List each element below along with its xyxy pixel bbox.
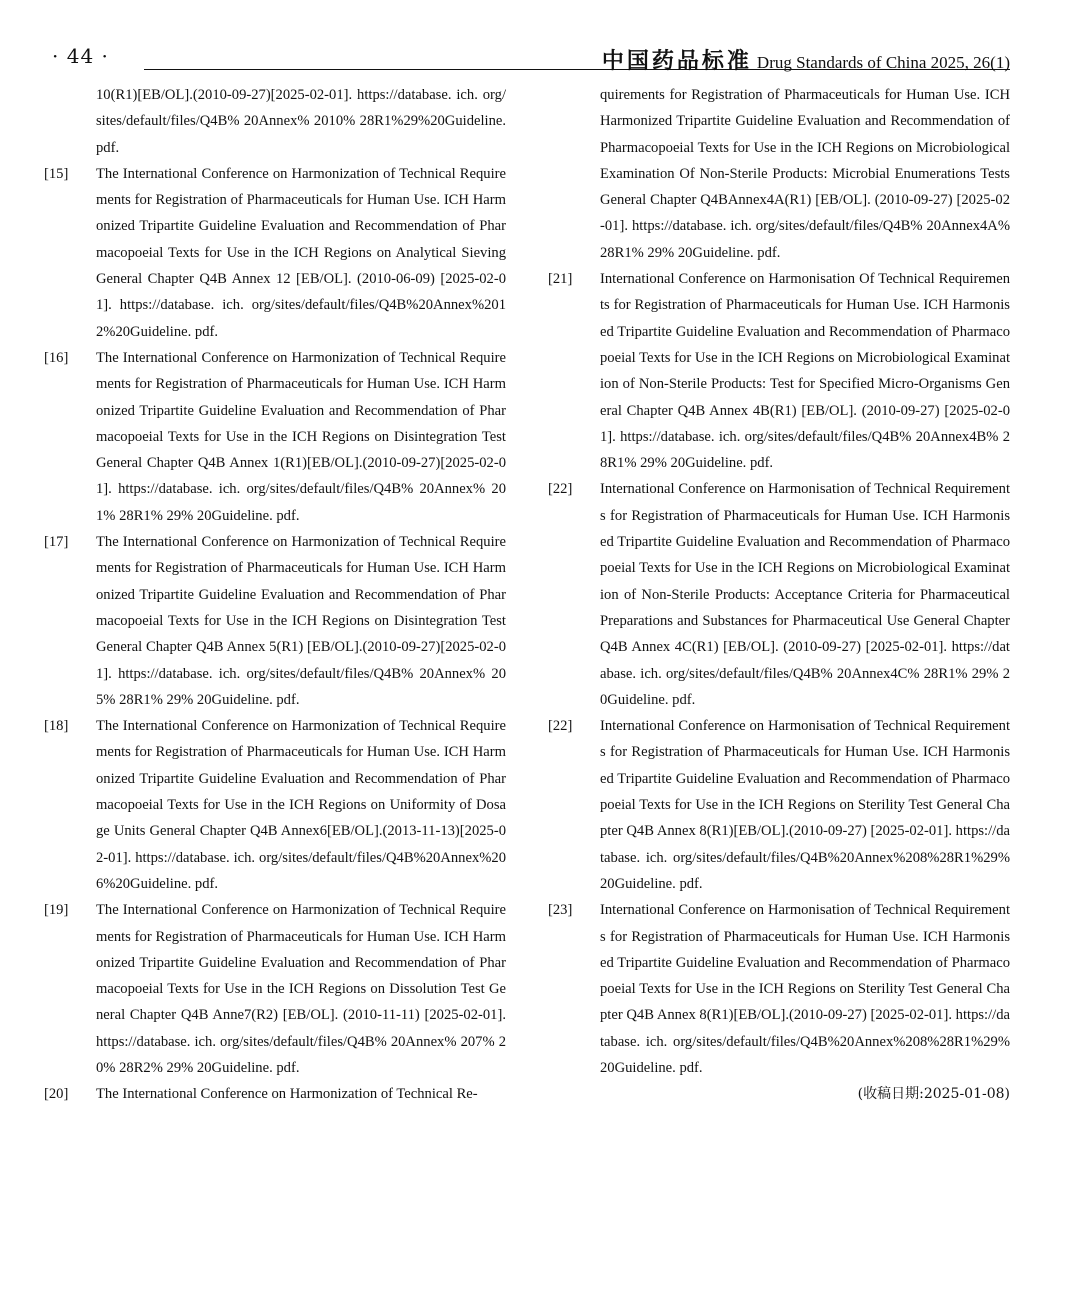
page-number: · 44 · bbox=[52, 44, 109, 68]
reference-text: The International Conference on Harmonization of Technical Requirements for Registration of Pharmaceuticals for Human Use. ICH Harmonized Tripartite Guideline Evaluation and Recommendation of Pharmacopoeial Texts for Use in the ICH Regions on Disintegration Test General Chapter Q4B Annex 5(R1) [EB/OL].(2010-09-27)[2025-02-01]. https://database. ich. org/sites/default/files/Q4B% 20Annex% 205% 28R1% 29% 20Guideline. pdf. bbox=[96, 534, 506, 708]
received-date: (收稿日期:2025-01-08) bbox=[857, 1086, 1010, 1103]
journal-title-english: Drug Standards of China 2025, 26(1) bbox=[756, 53, 1010, 72]
reference-text: International Conference on Harmonisation Of Technical Requirements for Registration of Pharmaceuticals for Human Use. ICH Harmonised Tripartite Guideline Evaluation and Recommendation of Pharmacopoeial Texts for Use in the ICH Regions on Microbiological Examination of Non-Sterile Products: Test for Specified Micro-Organisms General Chapter Q4B Annex 4B(R1) [EB/OL]. (2010-09-27) [2025-02-01]. https://database. ich. org/sites/default/files/Q4B% 20Annex4B% 28R1% 29% 20Guideline. pdf. bbox=[600, 271, 1010, 472]
reference-entry bbox=[544, 266, 1010, 476]
reference-number: [16] bbox=[44, 349, 69, 366]
journal-title bbox=[602, 44, 1010, 75]
reference-number: [20] bbox=[44, 1086, 69, 1103]
reference-entry bbox=[544, 82, 1010, 266]
reference-text: International Conference on Harmonisation of Technical Requirements for Registration of Pharmaceuticals for Human Use. ICH Harmonised Tripartite Guideline Evaluation and Recommendation of Pharmacopoeial Texts for Use in the ICH Regions on Sterility Test General Chapter Q4B Annex 8(R1)[EB/OL].(2010-09-27) [2025-02-01]. https://database. ich. org/sites/default/files/Q4B%20Annex%208%28R1%29%20Guideline. pdf. bbox=[600, 902, 1010, 1076]
journal-title-chinese: 中国药品标准 bbox=[601, 48, 752, 74]
reference-number: [23] bbox=[548, 902, 573, 919]
reference-entry bbox=[544, 897, 1010, 1081]
reference-text: 10(R1)[EB/OL].(2010-09-27)[2025-02-01]. https://database. ich. org/sites/default/files/Q4B% 20Annex% 2010% 28R1%29%20Guideline. pdf. bbox=[96, 87, 506, 156]
reference-text: The International Conference on Harmonization of Technical Requirements for Registration of Pharmaceuticals for Human Use. ICH Harmonized Tripartite Guideline Evaluation and Recommendation of Pharmacopoeial Texts for Use in the ICH Regions on Analytical Sieving General Chapter Q4B Annex 12 [EB/OL]. (2010-06-09) [2025-02-01]. https://database. ich. org/sites/default/files/Q4B%20Annex%2012%20Guideline. pdf. bbox=[96, 165, 506, 340]
reference-entry bbox=[40, 82, 506, 161]
reference-entry bbox=[544, 476, 1010, 713]
reference-entry bbox=[40, 529, 506, 713]
header-rule bbox=[144, 69, 1010, 70]
reference-number: [21] bbox=[548, 271, 573, 288]
reference-number: [22] bbox=[548, 718, 573, 735]
reference-entry bbox=[40, 161, 506, 345]
reference-number: [17] bbox=[44, 534, 69, 551]
reference-entry bbox=[40, 897, 506, 1081]
reference-text: International Conference on Harmonisation of Technical Requirements for Registration of Pharmaceuticals for Human Use. ICH Harmonised Tripartite Guideline Evaluation and Recommendation of Pharmacopoeial Texts for Use in the ICH Regions on Sterility Test General Chapter Q4B Annex 8(R1)[EB/OL].(2010-09-27) [2025-02-01]. https://database. ich. org/sites/default/files/Q4B%20Annex%208%28R1%29%20Guideline. pdf. bbox=[600, 718, 1010, 892]
reference-number: [15] bbox=[44, 165, 69, 182]
reference-text: quirements for Registration of Pharmaceuticals for Human Use. ICH Harmonized Tripartite Guideline Evaluation and Recommendation of Pharmacopoeial Texts for Use in the ICH Regions on Microbiological Examination Of Non-Sterile Products: Microbial Enumerations Tests General Chapter Q4BAnnex4A(R1) [EB/OL]. (2010-09-27) [2025-02-01]. https://database. ich. org/sites/default/files/Q4B% 20Annex4A% 28R1% 29% 20Guideline. pdf. bbox=[600, 87, 1010, 261]
reference-text: International Conference on Harmonisation of Technical Requirements for Registration of Pharmaceuticals for Human Use. ICH Harmonised Tripartite Guideline Evaluation and Recommendation of Pharmacopoeial Texts for Use in the ICH Regions on Microbiological Examination of Non-Sterile Products: Acceptance Criteria for Pharmaceutical Preparations and Substances for Pharmaceutical Use General Chapter Q4B Annex 4C(R1) [EB/OL]. (2010-09-27) [2025-02-01]. https://database. ich. org/sites/default/files/Q4B% 20Annex4C% 28R1% 29% 20Guideline. pdf. bbox=[600, 481, 1010, 708]
reference-number: [18] bbox=[44, 718, 69, 735]
reference-number: [22] bbox=[548, 481, 573, 498]
reference-entry bbox=[544, 713, 1010, 897]
reference-text: The International Conference on Harmonization of Technical Requirements for Registration of Pharmaceuticals for Human Use. ICH Harmonized Tripartite Guideline Evaluation and Recommendation of Pharmacopoeial Texts for Use in the ICH Regions on Dissolution Test General Chapter Q4B Anne7(R2) [EB/OL]. (2010-11-11) [2025-02-01]. https://database. ich. org/sites/default/files/Q4B% 20Annex% 207% 20% 28R2% 29% 20Guideline. pdf. bbox=[96, 902, 506, 1076]
reference-text: The International Conference on Harmonization of Technical Requirements for Registration of Pharmaceuticals for Human Use. ICH Harmonized Tripartite Guideline Evaluation and Recommendation of Pharmacopoeial Texts for Use in the ICH Regions on Disintegration Test General Chapter Q4B Annex 1(R1)[EB/OL].(2010-09-27)[2025-02-01]. https://database. ich. org/sites/default/files/Q4B% 20Annex% 201% 28R1% 29% 20Guideline. pdf. bbox=[96, 349, 506, 524]
right-column bbox=[544, 82, 1010, 1108]
reference-entry bbox=[40, 1081, 506, 1107]
reference-entry bbox=[40, 345, 506, 529]
reference-number: [19] bbox=[44, 902, 69, 919]
reference-entry bbox=[40, 713, 506, 897]
left-column bbox=[40, 82, 506, 1108]
reference-text: The International Conference on Harmonization of Technical Requirements for Registration of Pharmaceuticals for Human Use. ICH Harmonized Tripartite Guideline Evaluation and Recommendation of Pharmacopoeial Texts for Use in the ICH Regions on Uniformity of Dosage Units General Chapter Q4B Annex6[EB/OL].(2013-11-13)[2025-02-01]. https://database. ich. org/sites/default/files/Q4B%20Annex%206%20Guideline. pdf. bbox=[96, 718, 506, 892]
page-header bbox=[44, 40, 1010, 72]
reference-text: The International Conference on Harmonization of Technical Re- bbox=[96, 1086, 478, 1103]
